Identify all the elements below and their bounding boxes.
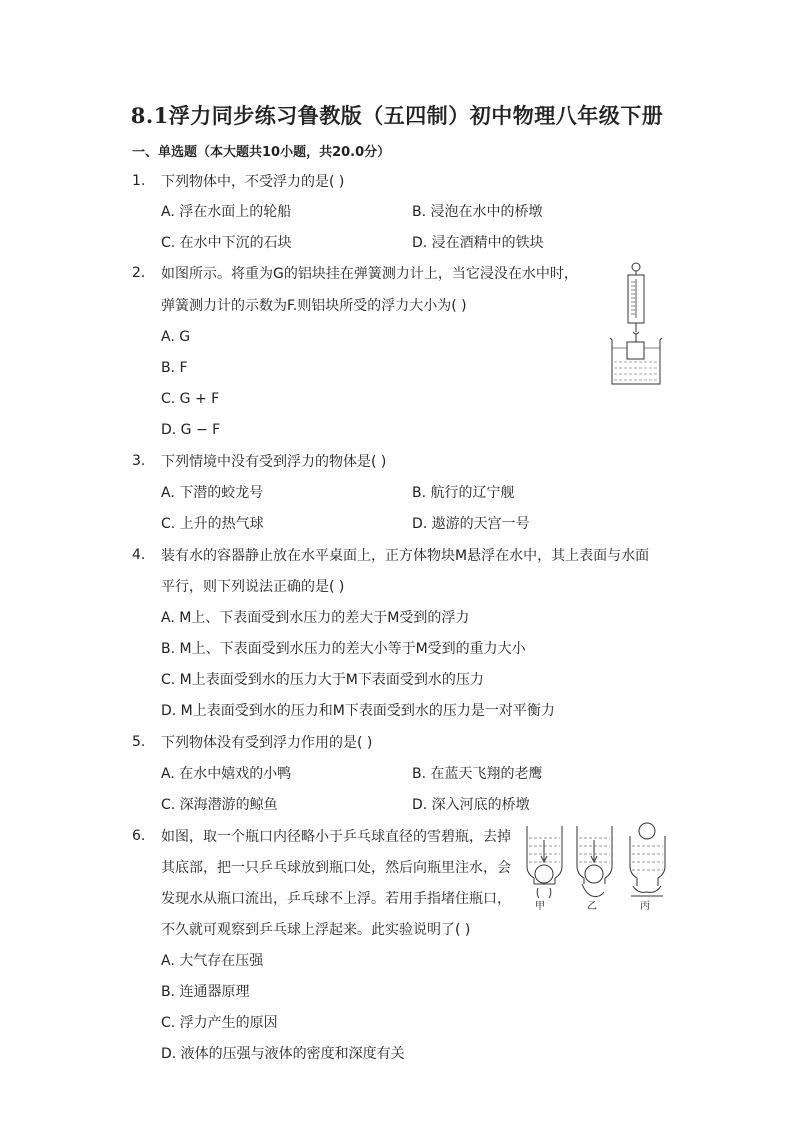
- option-c: C. G + F: [161, 391, 220, 407]
- question-stem: 如图所示。将重为G的铝块挂在弹簧测力计上，当它浸没在水中时，: [161, 266, 578, 282]
- option-c: C. 在水中下沉的石块: [161, 235, 292, 251]
- option-d: D. G − F: [161, 422, 221, 438]
- option-a: A. 大气存在压强: [161, 953, 264, 969]
- option-c: C. M上表面受到水的压力大于M下表面受到水的压力: [161, 672, 484, 688]
- question-number: 2.: [132, 265, 146, 281]
- figure-label-yi: 乙: [587, 901, 597, 912]
- option-d: D. 浸在酒精中的铁块: [412, 235, 544, 251]
- question-stem: 平行，则下列说法正确的是( ): [161, 579, 345, 595]
- option-b: B. 在蓝天飞翔的老鹰: [412, 766, 543, 782]
- option-b: B. 浸泡在水中的桥墩: [412, 204, 543, 220]
- option-d: D. M上表面受到水的压力和M下表面受到水的压力是一对平衡力: [161, 703, 555, 719]
- question-number: 6.: [132, 828, 146, 844]
- question-stem: 下列情境中没有受到浮力的物体是( ): [161, 454, 387, 470]
- question-stem: 弹簧测力计的示数为F.则铝块所受的浮力大小为( ): [161, 298, 467, 314]
- option-d: D. 遨游的天宫一号: [412, 516, 530, 532]
- option-a: A. 下潜的蛟龙号: [161, 485, 264, 501]
- option-a: A. 浮在水面上的轮船: [161, 204, 292, 220]
- question-stem: 不久就可观察到乒乓球上浮起来。此实验说明了( ): [161, 922, 471, 938]
- option-b: B. 航行的辽宁舰: [412, 485, 515, 501]
- page-title: 8.1浮力同步练习鲁教版（五四制）初中物理八年级下册: [130, 103, 664, 128]
- option-a: A. M上、下表面受到水压力的差大于M受到的浮力: [161, 610, 470, 626]
- spring-scale-figure: [604, 262, 664, 388]
- option-c: C. 浮力产生的原因: [161, 1015, 278, 1031]
- question-number: 4.: [132, 547, 146, 563]
- question-stem: 其底部，把一只乒乓球放到瓶口处，然后向瓶里注水，会: [161, 860, 511, 876]
- option-d: D. 深入河底的桥墩: [412, 797, 530, 813]
- bottle-yi: [577, 826, 612, 897]
- option-c: C. 深海潜游的鲸鱼: [161, 797, 278, 813]
- option-b: B. 连通器原理: [161, 984, 250, 1000]
- figure-label-bing: 丙: [640, 901, 650, 912]
- question-stem: 发现水从瓶口流出，乒乓球不上浮。若用手指堵住瓶口，: [161, 891, 511, 907]
- option-b: B. M上、下表面受到水压力的差大小等于M受到的重力大小: [161, 641, 526, 657]
- bottle-jia: [527, 826, 562, 898]
- section-heading: 一、单选题（本大题共10小题，共20.0分）: [132, 145, 391, 160]
- question-stem: 下列物体中，不受浮力的是( ): [161, 174, 345, 190]
- question-stem: 装有水的容器静止放在水平桌面上，正方体物块M悬浮在水中，其上表面与水面: [161, 548, 650, 564]
- question-number: 1.: [132, 173, 146, 189]
- question-number: 5.: [132, 734, 146, 750]
- bottle-bing: [630, 823, 665, 896]
- question-stem: 如图，取一个瓶口内径略小于乒乓球直径的雪碧瓶，去掉: [161, 829, 511, 845]
- option-b: B. F: [161, 360, 188, 376]
- question-number: 3.: [132, 453, 146, 469]
- option-d: D. 液体的压强与液体的密度和深度有关: [161, 1046, 405, 1062]
- question-stem: 下列物体没有受到浮力作用的是( ): [161, 735, 373, 751]
- option-c: C. 上升的热气球: [161, 516, 264, 532]
- option-a: A. G: [161, 329, 191, 345]
- figure-label-jia: 甲: [535, 901, 545, 912]
- option-a: A. 在水中嬉戏的小鸭: [161, 766, 292, 782]
